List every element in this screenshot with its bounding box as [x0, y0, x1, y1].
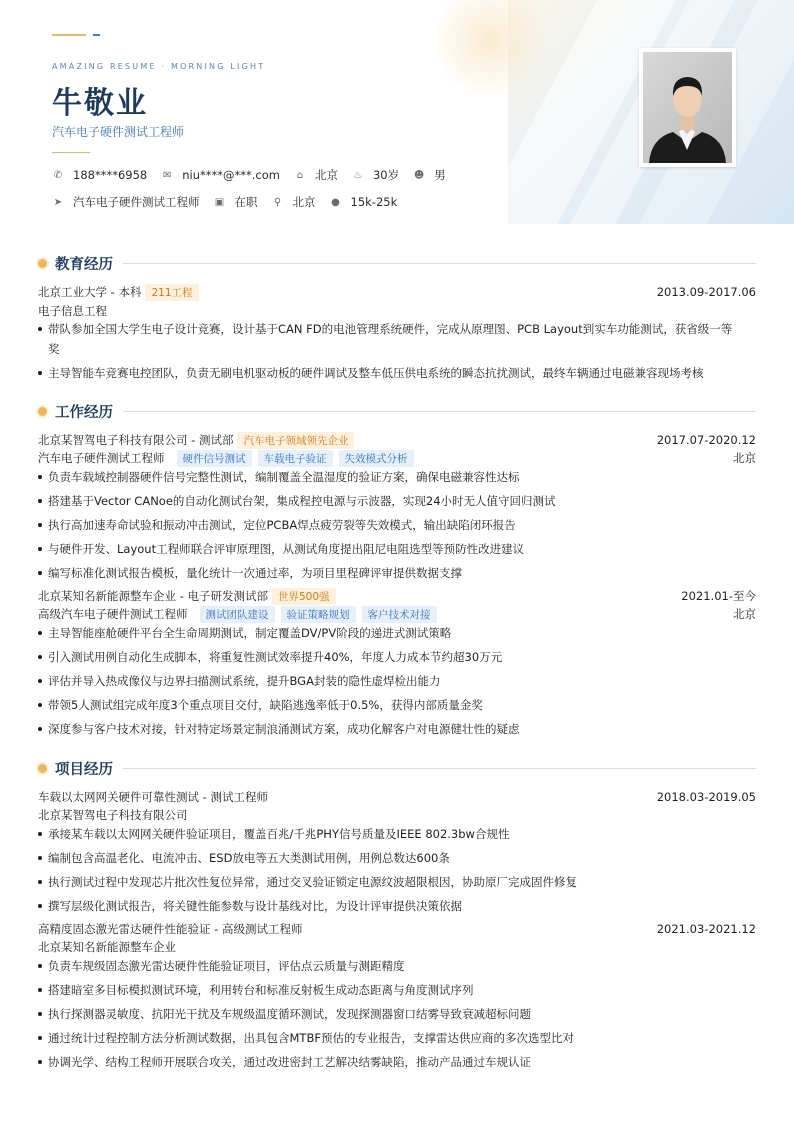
project-bullet: 协调光学、结构工程师开展联合攻关，通过改进密封工艺解决结雾缺陷，推动产品通过车规认证 [38, 1052, 756, 1072]
home-icon: ⌂ [296, 169, 304, 181]
project-title: 高精度固态激光雷达硬件性能验证 - 高级测试工程师 [38, 922, 303, 936]
section-dot-icon [38, 764, 47, 773]
send-icon: ➤ [53, 196, 63, 208]
education-date: 2013.09-2017.06 [656, 285, 756, 299]
skill-tag: 客户技术对接 [362, 606, 437, 623]
company-name: 北京某知名新能源整车企业 - 电子研发测试部 [38, 589, 268, 603]
section-title: 教育经历 [55, 256, 113, 273]
money-icon: ● [331, 196, 340, 208]
project-entry-header [38, 920, 756, 938]
project-date: 2021.03-2021.12 [656, 922, 756, 936]
profile-photo [639, 48, 736, 167]
work-bullet: 与硬件开发、Layout工程师联合评审原理图，从测试角度提出阻尼电阻选型等预防性改进建议 [38, 539, 756, 559]
section-education-header [38, 253, 756, 273]
work-city: 北京 [733, 607, 756, 621]
school-tag: 211工程 [145, 284, 198, 301]
work-bullet: 执行高加速寿命试验和振动冲击测试，定位PCBA焊点疲劳裂等失效模式，输出缺陷闭环报告 [38, 515, 756, 535]
header-accent-line [52, 34, 100, 36]
project-bullet: 撰写层级化测试报告，将关键性能参数与设计基线对比，为设计评审提供决策依据 [38, 896, 756, 916]
section-rule [123, 768, 756, 769]
work-bullet: 带领5人测试组完成年度3个重点项目交付，缺陷逃逸率低于0.5%，获得内部质量金奖 [38, 695, 756, 715]
candidate-job-title: 汽车电子硬件测试工程师 [52, 125, 185, 139]
company-tag: 世界500强 [272, 588, 336, 605]
work-bullet: 编写标准化测试报告模板，量化统计一次通过率，为项目里程碑评审提供数据支撑 [38, 563, 756, 583]
skill-tag: 测试团队建设 [200, 606, 275, 623]
cake-icon: ♨ [353, 169, 363, 181]
work-bullet: 搭建基于Vector CANoe的自动化测试台架，集成程控电源与示波器，实现24小时无人值守回归测试 [38, 491, 756, 511]
section-dot-icon [38, 407, 47, 416]
skill-tag: 失效模式分析 [339, 450, 414, 467]
employment-status-info: ▣ 在职 [214, 195, 258, 209]
briefcase-icon: ▣ [214, 196, 225, 208]
project-bullet: 承接某车载以太网网关硬件验证项目，覆盖百兆/千兆PHY信号质量及IEEE 802.3bw合规性 [38, 824, 756, 844]
header-glow [430, 0, 550, 100]
section-dot-icon [38, 259, 47, 268]
skill-tag: 硬件信号测试 [177, 450, 252, 467]
age-info: ♨ 30岁 [353, 168, 400, 182]
target-position-info: ➤ 汽车电子硬件测试工程师 [53, 195, 200, 209]
project-title: 车载以太网网关硬件可靠性测试 - 测试工程师 [38, 790, 268, 804]
work-bullet: 主导智能座舱硬件平台全生命周期测试，制定覆盖DV/PV阶段的递进式测试策略 [38, 623, 756, 643]
section-work-header [38, 401, 756, 421]
work-role: 汽车电子硬件测试工程师 [38, 451, 165, 465]
candidate-name: 牛敬业 [52, 86, 148, 121]
mail-icon: ✉ [163, 169, 172, 181]
section-title: 工作经历 [55, 404, 113, 421]
section-title: 项目经历 [55, 761, 113, 778]
project-bullet: 通过统计过程控制方法分析测试数据，出具包含MTBF预估的专业报告，支撑雷达供应商的多次选型比对 [38, 1028, 756, 1048]
education-bullet: 主导智能车竞赛电控团队，负责无刷电机驱动板的硬件调试及整车低压供电系统的瞬态抗扰测试，最终车辆通过电磁兼容现场考核 [38, 363, 756, 383]
phone-info: ✆ 188****6958 [53, 168, 148, 182]
gender-info: ☻ 男 [413, 168, 446, 182]
project-company: 北京某知名新能源整车企业 [38, 940, 176, 954]
project-bullet: 负责车规级固态激光雷达硬件性能验证项目，评估点云质量与测距精度 [38, 956, 756, 976]
project-bullet: 搭建暗室多目标模拟测试环境，利用转台和标准反射板生成动态距离与角度测试序列 [38, 980, 756, 1000]
work-role-line [38, 605, 756, 623]
work-city: 北京 [733, 451, 756, 465]
section-rule [123, 411, 756, 412]
job-intent-row [52, 194, 411, 210]
project-bullet: 执行测试过程中发现芯片批次性复位异常，通过交叉验证锁定电源纹波超限根因，协助原厂完成固件修复 [38, 872, 756, 892]
education-bullet: 带队参加全国大学生电子设计竞赛，设计基于CAN FD的电池管理系统硬件，完成从原理图、PCB Layout到实车功能测试，获省级一等 [38, 319, 756, 339]
work-entry-header [38, 587, 756, 605]
work-bullet: 负责车载域控制器硬件信号完整性测试，编制覆盖全温湿度的验证方案，确保电磁兼容性达标 [38, 467, 756, 487]
company-name: 北京某智驾电子科技有限公司 - 测试部 [38, 433, 234, 447]
education-bullet-continuation: 奖 [48, 342, 60, 356]
skill-tags [194, 606, 437, 623]
section-project-header [38, 758, 756, 778]
work-role: 高级汽车电子硬件测试工程师 [38, 607, 188, 621]
work-date: 2017.07-2020.12 [656, 433, 756, 447]
project-date: 2018.03-2019.05 [656, 790, 756, 804]
target-city-info: ⚲ 北京 [272, 194, 316, 210]
work-date: 2021.01-至今 [681, 589, 756, 603]
skill-tag: 验证策略规划 [281, 606, 356, 623]
face-icon: ☻ [413, 169, 425, 181]
city-info: ⌂ 北京 [294, 167, 338, 183]
location-pin-icon: ⚲ [273, 196, 282, 208]
school-name: 北京工业大学 - 本科 [38, 285, 142, 299]
project-bullet: 编制包含高温老化、电流冲击、ESD放电等五大类测试用例，用例总数达600条 [38, 848, 756, 868]
title-divider [52, 152, 90, 153]
work-entry-header [38, 431, 756, 449]
work-bullet: 评估并导入热成像仪与边界扫描测试系统，提升BGA封装的隐性虚焊检出能力 [38, 671, 756, 691]
education-entry-header [38, 283, 756, 301]
project-company: 北京某智驾电子科技有限公司 [38, 808, 188, 822]
contact-info-row [52, 167, 460, 183]
skill-tags [171, 450, 414, 467]
email-info: ✉ niu****@***.com [163, 168, 280, 182]
education-major: 电子信息工程 [38, 304, 107, 318]
project-bullet: 执行探测器灵敏度、抗阳光干扰及车规级温度循环测试，发现探测器窗口结雾导致衰减超标问题 [38, 1004, 756, 1024]
salary-info: ● 15k-25k [331, 195, 398, 209]
phone-icon: ✆ [53, 169, 63, 181]
section-rule [123, 263, 756, 264]
skill-tag: 车载电子验证 [258, 450, 333, 467]
resume-tagline: AMAZING RESUME · MORNING LIGHT [52, 62, 266, 71]
profile-photo-image [643, 52, 732, 163]
project-entry-header [38, 788, 756, 806]
company-tag: 汽车电子领域领先企业 [237, 432, 354, 449]
work-role-line [38, 449, 756, 467]
work-bullet: 深度参与客户技术对接，针对特定场景定制浪涌测试方案，成功化解客户对电源健壮性的疑虑 [38, 719, 756, 739]
work-bullet: 引入测试用例自动化生成脚本，将重复性测试效率提升40%，年度人力成本节约超30万元 [38, 647, 756, 667]
